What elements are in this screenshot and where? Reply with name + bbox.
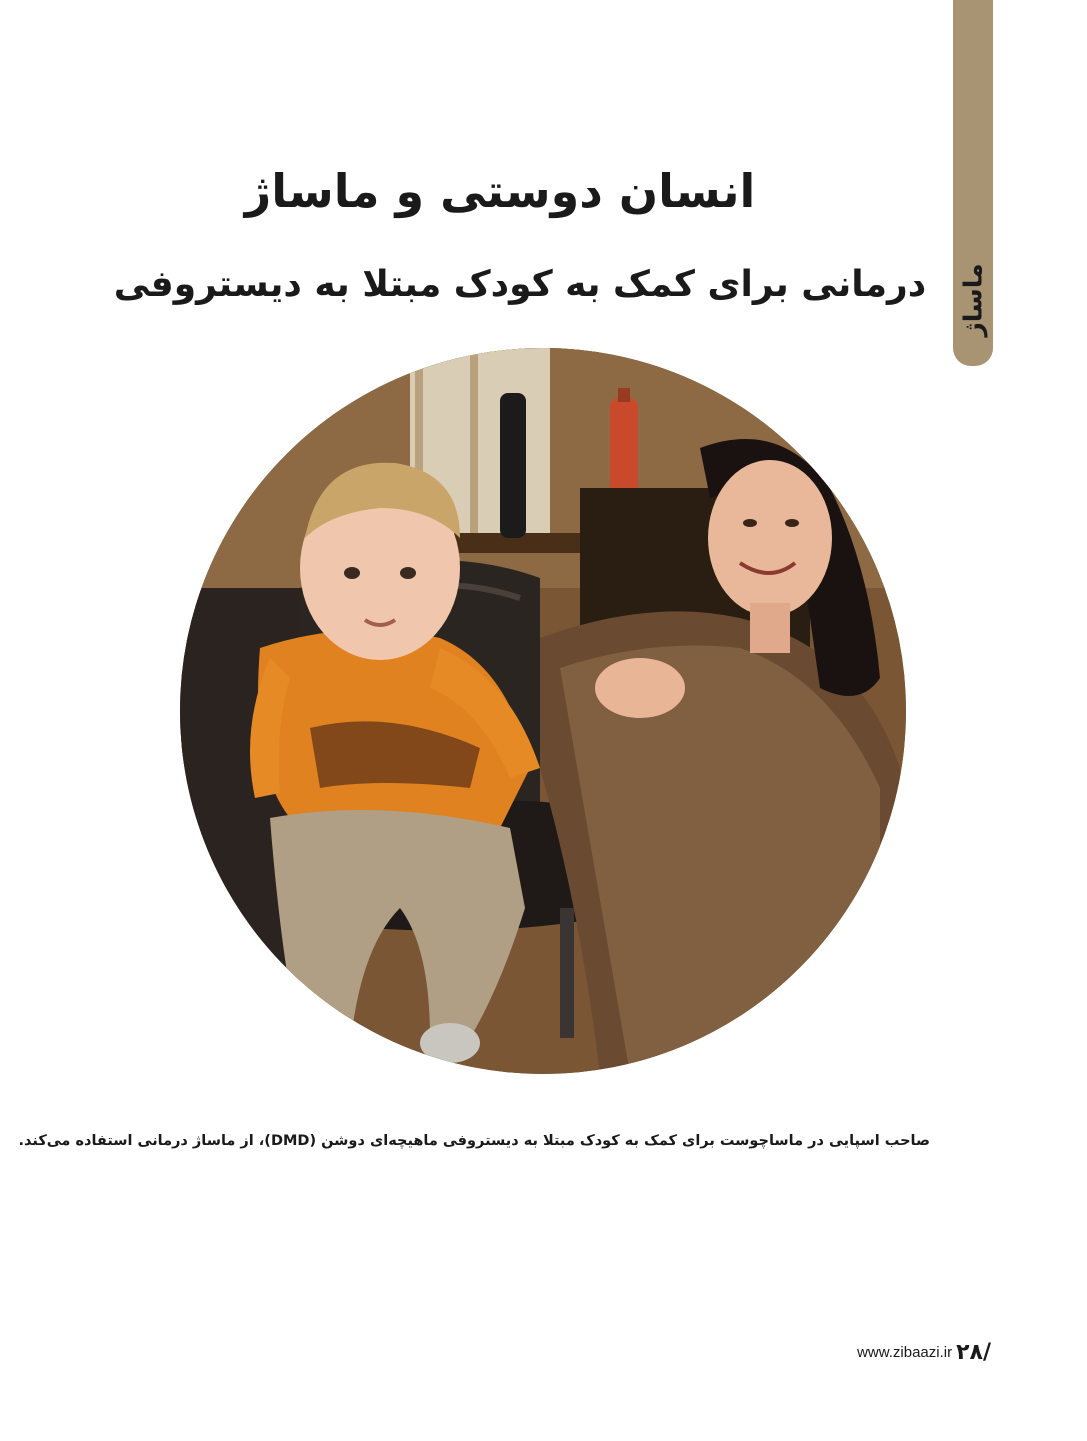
footer-page-number: /۲۸ [956, 1339, 991, 1365]
section-tab [953, 0, 993, 366]
article-photo [180, 348, 906, 1074]
photo-caption: صاحب اسپایی در ماساچوست برای کمک به کودک مبتلا به دیستروفی ماهیچه‌ای دوشن (DMD)، از ماساژ درمانی استفاده می‌کند. [18, 1133, 930, 1149]
article-title: انسان دوستی و ماساژ [244, 164, 756, 218]
page-footer [857, 1337, 991, 1367]
article-subtitle: درمانی برای کمک به کودک مبتلا به دیستروفی [113, 264, 927, 305]
footer-website-url: www.zibaazi.ir [857, 1343, 953, 1361]
section-tab-label: ماساژ [958, 263, 988, 337]
